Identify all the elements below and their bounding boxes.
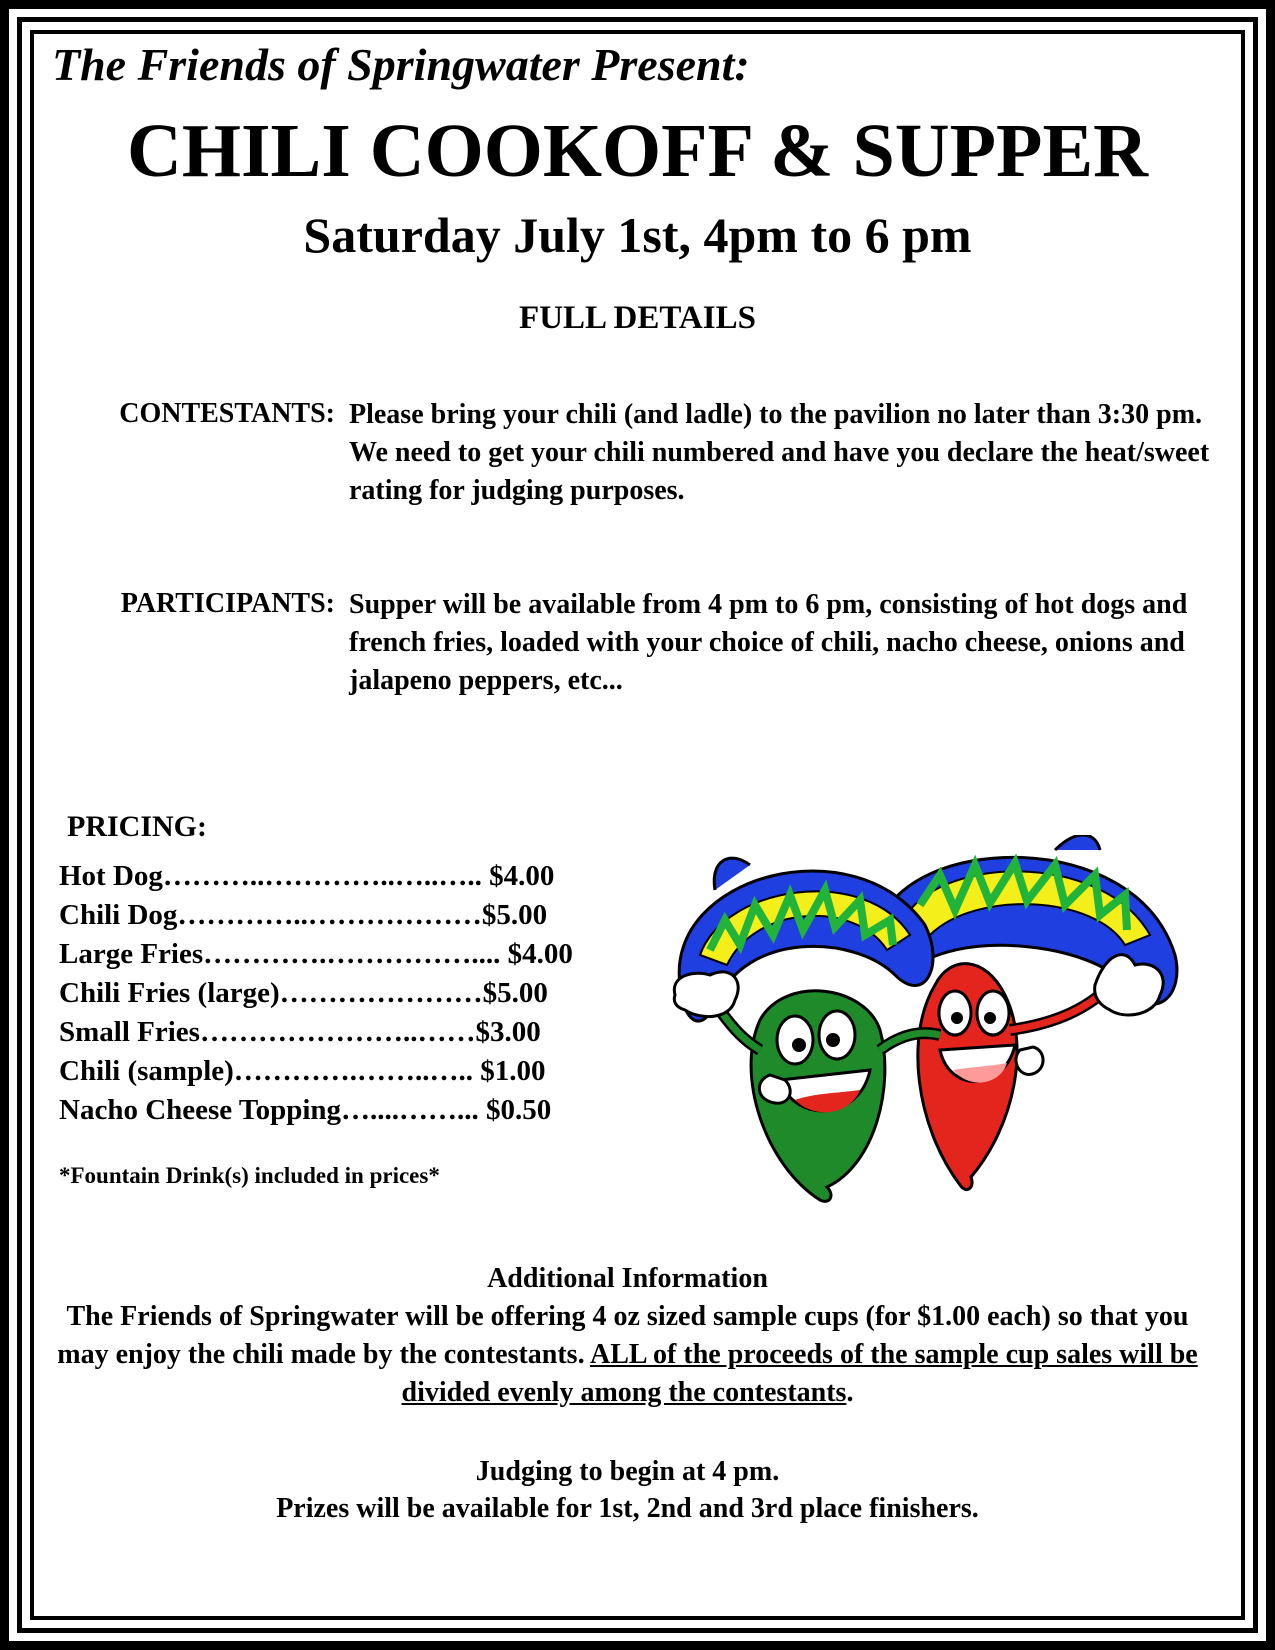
price-row: Nacho Cheese Topping…....……... $0.50 (59, 1094, 552, 1126)
additional-info (40, 1260, 1215, 1412)
participants-label: PARTICIPANTS: (120, 588, 335, 619)
drinks-note: *Fountain Drink(s) included in prices* (59, 1163, 440, 1188)
additional-info-heading: Additional Information (487, 1263, 768, 1294)
price-row: Hot Dog………..…………..…..….. $4.00 (59, 860, 555, 892)
pricing-heading: PRICING: (67, 810, 207, 843)
judging-line-1: Judging to begin at 4 pm. (475, 1456, 780, 1487)
price-row: Chili Fries (large)…………………$5.00 (59, 977, 548, 1009)
contestants-label: CONTESTANTS: (119, 398, 335, 429)
price-row: Chili Dog…………..………………$5.00 (59, 899, 548, 931)
additional-info-plain: The Friends of Springwater will be offering 4 oz sized sample cups (for $1.00 each) so that you may enjoy the chili made by the contestants. (57, 1301, 1189, 1370)
event-date: Saturday July 1st, 4pm to 6 pm (303, 207, 972, 263)
additional-info-underlined: ALL of the proceeds of the sample cup sales will be divided evenly among the contestants (401, 1339, 1198, 1408)
presenter-line: The Friends of Springwater Present: (52, 39, 750, 90)
price-row: Large Fries………….…………….... $4.00 (59, 938, 573, 970)
price-row: Chili (sample)………….……..….. $1.00 (59, 1055, 546, 1087)
additional-info-end: . (846, 1377, 854, 1408)
chili-peppers-sombrero-icon (655, 835, 1235, 1215)
price-list (59, 857, 659, 1130)
additional-info-text (40, 1298, 1215, 1412)
judging-info (40, 1453, 1215, 1527)
price-row: Small Fries…………………..……$3.00 (59, 1016, 541, 1048)
full-details-heading: FULL DETAILS (519, 300, 756, 336)
contestants-text: Please bring your chili (and ladle) to the pavilion no later than 3:30 pm. We need to get your chili numbered and have you declare the heat/sweet rating for judging purposes. (349, 399, 1210, 506)
judging-line-2: Prizes will be available for 1st, 2nd and 3rd place finishers. (276, 1493, 979, 1524)
event-title: CHILI COOKOFF & SUPPER (126, 109, 1149, 193)
participants-text: Supper will be available from 4 pm to 6 pm, consisting of hot dogs and french fries, loaded with your choice of chili, nacho cheese, onions and jalapeno peppers, etc... (349, 589, 1188, 696)
